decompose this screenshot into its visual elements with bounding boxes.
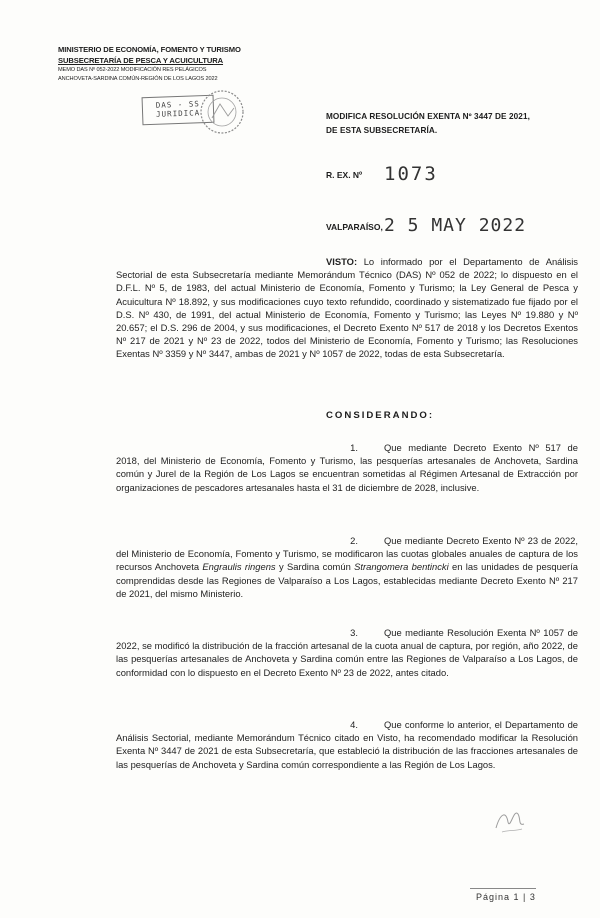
item-number: 4.: [350, 719, 358, 730]
page-number: Página 1 | 3: [476, 892, 536, 902]
date-stamp: 2 5 MAY 2022: [384, 215, 527, 236]
subject-line-1: MODIFICA RESOLUCIÓN EXENTA Nº 3447 DE 2021,: [326, 112, 530, 121]
visto-label: VISTO:: [326, 256, 358, 267]
considerando-item-1: [116, 441, 578, 494]
considerando-item-4: [116, 718, 578, 771]
resolution-label: R. EX. Nº: [326, 170, 363, 180]
memo-subject: ANCHOVETA-SARDINA COMÚN-REGIÓN DE LOS LAGOS 2022: [58, 76, 218, 82]
footer-divider: [470, 888, 536, 889]
stamp-line-2: JURIDICA: [155, 108, 201, 119]
considerando-title: CONSIDERANDO:: [326, 410, 435, 421]
visto-paragraph: [116, 255, 578, 361]
ministry-name: MINISTERIO DE ECONOMÍA, FOMENTO Y TURISMO: [58, 45, 241, 54]
subject-line-2: DE ESTA SUBSECRETARÍA.: [326, 126, 438, 135]
considerando-item-2: [116, 534, 578, 600]
item-text-a: Que mediante Decreto Exento Nº 23 de 2022, del Ministerio de Economía, Fomento y Turismo, se modificaron las cuotas globales anuales de captura de los recursos Anchoveta: [116, 535, 578, 573]
item-text: Que mediante Resolución Exenta Nº 1057 de 2022, se modificó la distribución de la fracción artesanal de la cuota anual de captura, por región, año 2022, de las pesquerías artesanales de Anchoveta y Sardina común entre las Regiones de Valparaíso a Los Lagos, de conformidad con lo dispuesto en el Decreto Exento Nº 23 de 2022, antes citado.: [116, 627, 578, 678]
ministry-header: [58, 44, 268, 84]
item-number: 2.: [350, 535, 358, 546]
memo-reference: MEMO DAS Nº 052-2022 MODIFICACIÓN RES PELÁGICOS: [58, 67, 207, 73]
resolution-subject: [326, 110, 566, 138]
species-name-sardina: Strangomera bentincki: [354, 561, 449, 573]
resolution-number: 1073: [384, 163, 438, 185]
item-text-b: y Sardina común: [275, 561, 355, 573]
considerando-item-3: [116, 626, 578, 679]
species-name-anchoveta: Engraulis ringens: [202, 561, 276, 573]
item-number: 3.: [350, 627, 358, 638]
place-label: VALPARAÍSO,: [326, 222, 383, 232]
item-number: 1.: [350, 442, 358, 453]
subsecretary-name: SUBSECRETARÍA DE PESCA Y ACUICULTURA: [58, 56, 224, 65]
stamp-line-1: DAS - SS: [155, 99, 201, 110]
item-text: Que mediante Decreto Exento Nº 517 de 2018, del Ministerio de Economía, Fomento y Turismo, las pesquerías artesanales de Anchoveta, Sardina común y Jurel de la Región de Los Lagos se encuentran sometidas al Régimen Artesanal de Extracción por organizaciones de pescadores artesanales hasta el 31 de diciembre de 2028, inclusive.: [116, 442, 578, 493]
item-text-c: en las unidades de pesquería comprendidas desde las Regiones de Valparaíso a Los Lagos, establecidas mediante Decreto Exento Nº 217 de 2021, del mismo Ministerio.: [116, 561, 578, 599]
visto-text: Lo informado por el Departamento de Análisis Sectorial de esta Subsecretaría mediante Memorándum Técnico (DAS) Nº 052 de 2022; lo dispuesto en el D.F.L. Nº 5, de 1983, del actual Ministerio de Economía, Fomento y Turismo; la Ley General de Pesca y Acuicultura Nº 18.892, y sus modificaciones cuyo texto refundido, coordinado y sistematizado fue fijado por el D.S. Nº 430, de 1991, del actual Ministerio de Economía, Fomento y Turismo; las Leyes Nº 19.880 y Nº 20.657; el D.S. 296 de 2004, y sus modificaciones, el Decreto Exento Nº 517 de 2018 y los Decretos Exentos Nº 217 de 2021 y Nº 23 de 2022, todos del Ministerio de Economía, Fomento y Turismo; las Resoluciones Exentas Nº 3359 y Nº 3447, ambas de 2021 y Nº 1057 de 2022, todas de esta Subsecretaría.: [116, 256, 578, 360]
initials-signature-icon: [488, 800, 532, 838]
official-seal-icon: [198, 88, 246, 136]
item-text: Que conforme lo anterior, el Departamento de Análisis Sectorial, mediante Memorándum Técnico citado en Visto, ha recomendado modificar la Resolución Exenta Nº 3447 de 2021 de esta Subsecretaría, que estableció la distribución de las fracciones artesanales de las pesquerías de Anchoveta y Sardina común correspondiente a las Región de Los Lagos.: [116, 719, 578, 770]
